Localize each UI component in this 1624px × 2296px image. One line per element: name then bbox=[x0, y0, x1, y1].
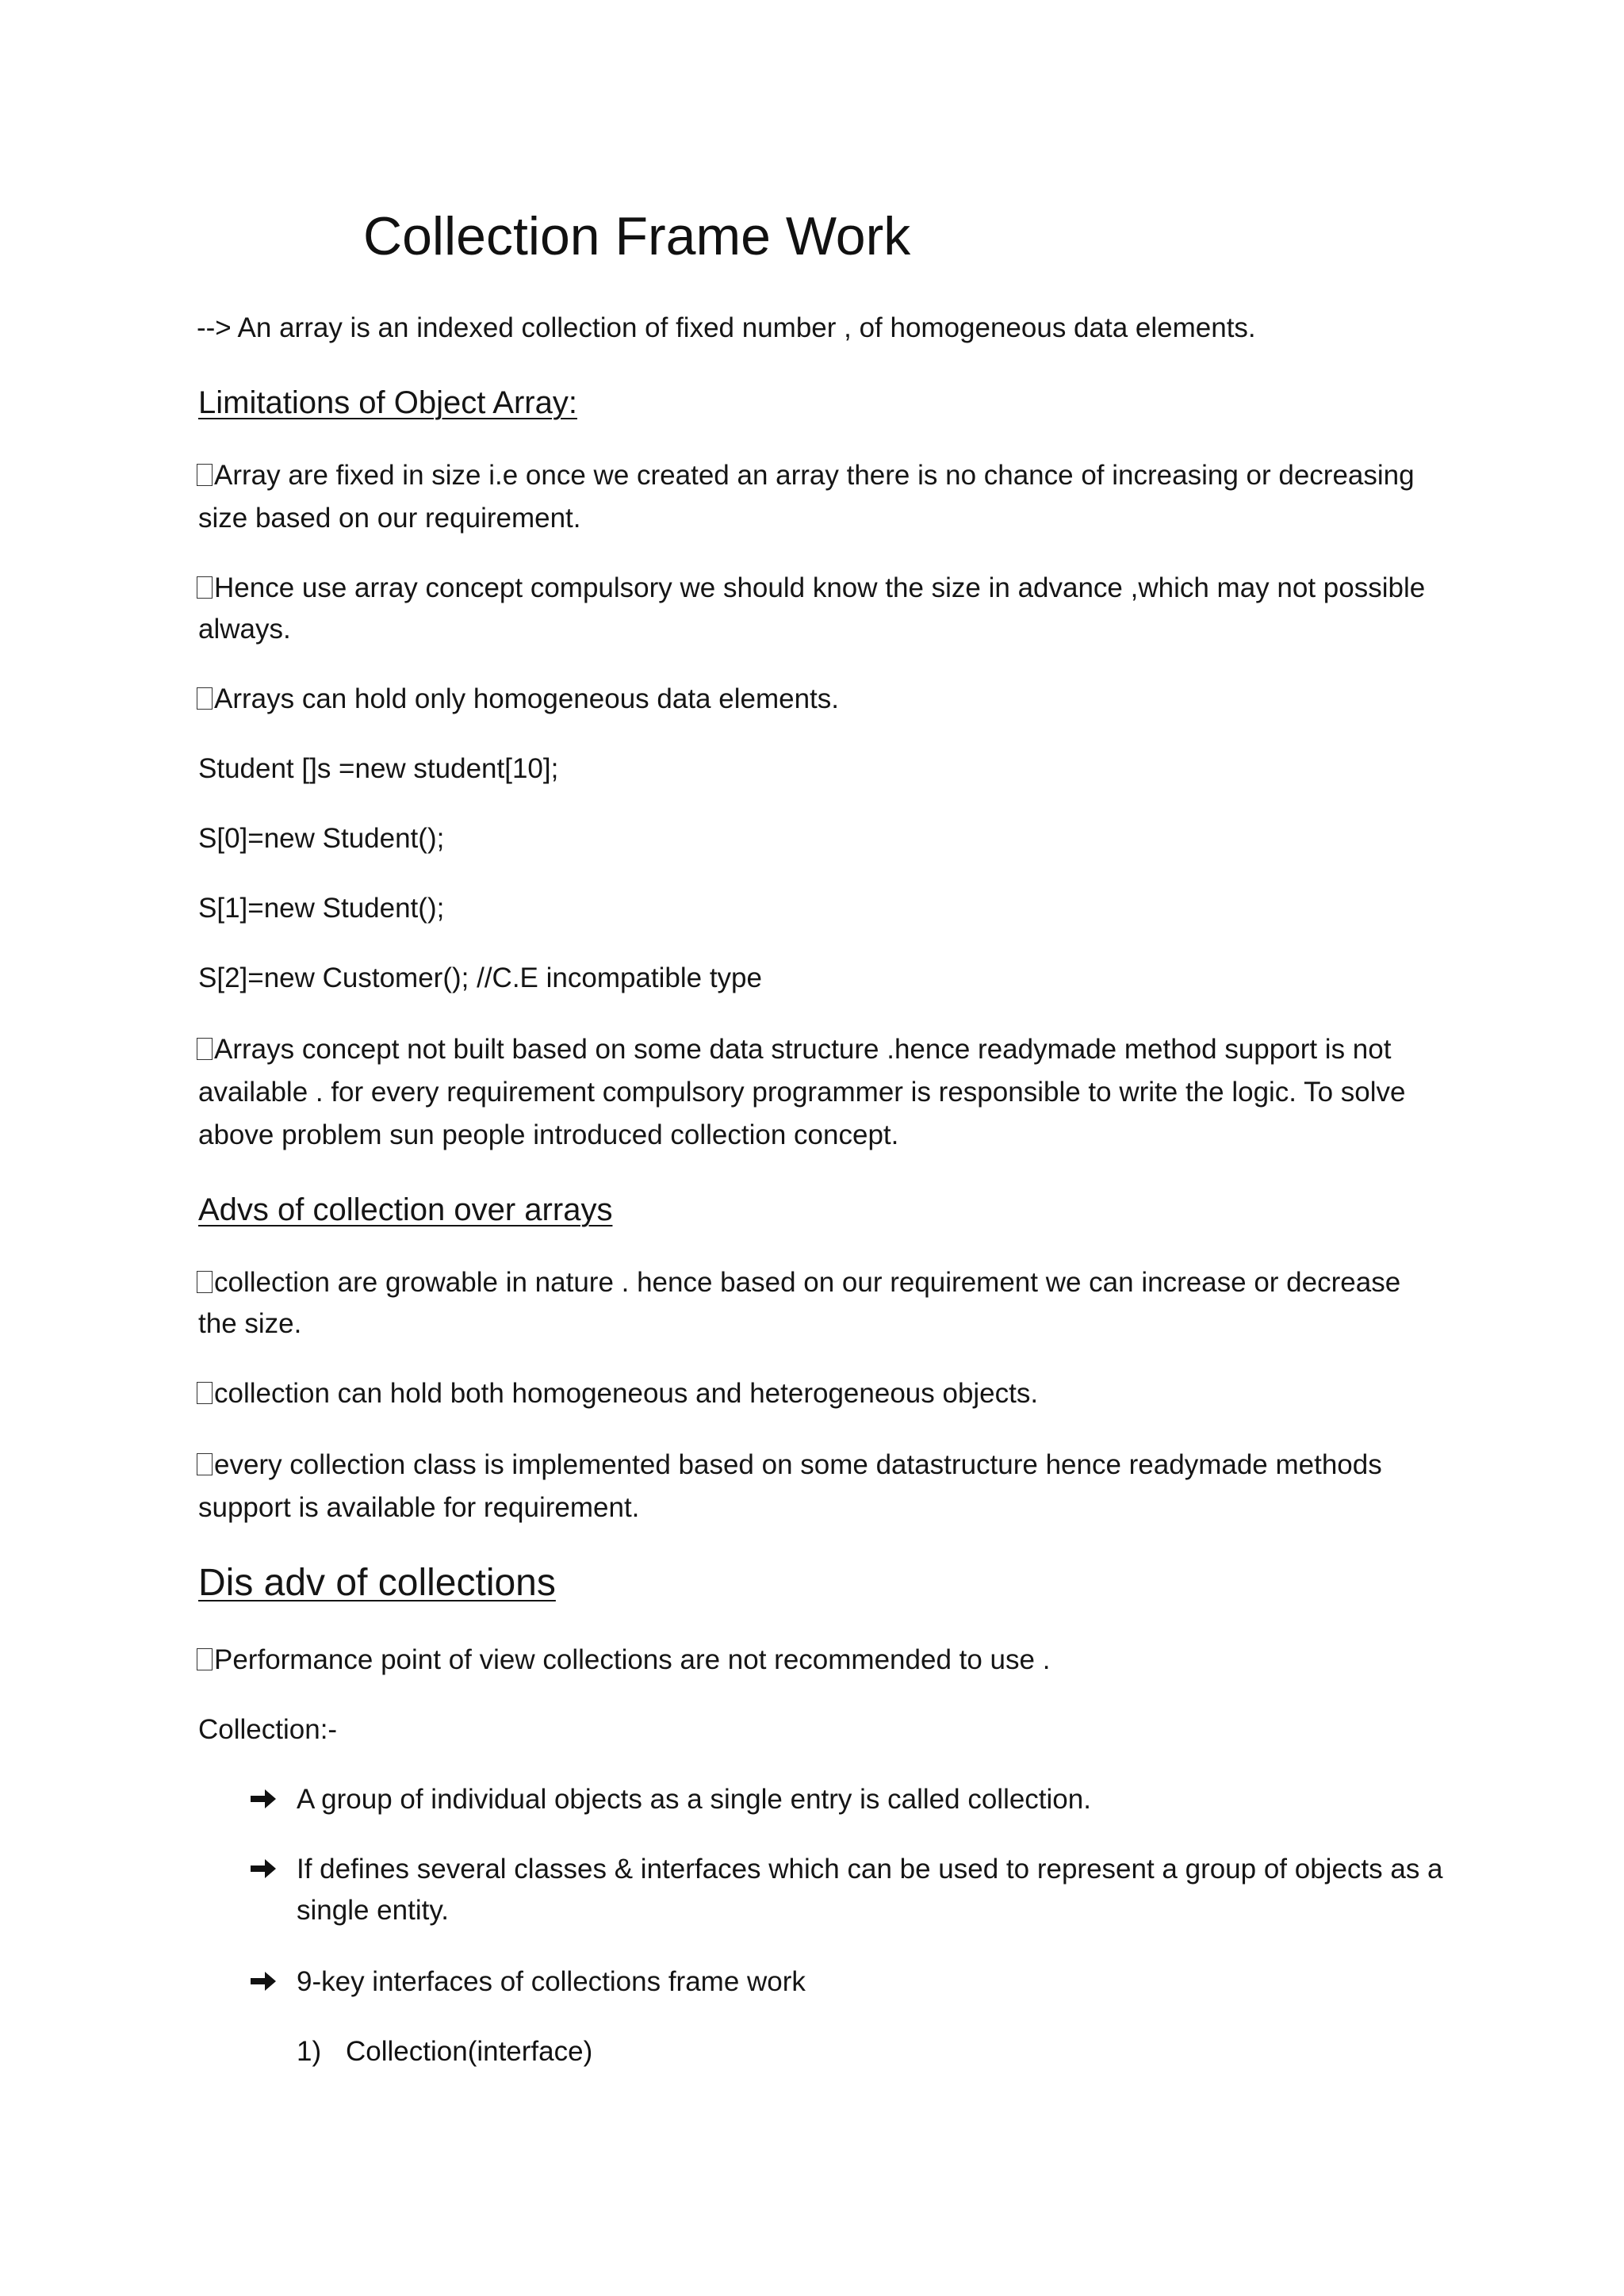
limitations-point-4-line-1 bbox=[197, 1029, 1391, 1070]
code-line-3: S[1]=new Student(); bbox=[198, 893, 445, 924]
right-arrow-icon bbox=[249, 1787, 278, 1811]
advs-point-1-line-2: the size. bbox=[198, 1308, 302, 1339]
intro-line: --> An array is an indexed collection of fixed number , of homogeneous data elements. bbox=[197, 312, 1256, 343]
bullet-2-line-2: single entity. bbox=[297, 1895, 449, 1926]
right-arrow-icon bbox=[249, 1969, 278, 1993]
limitations-heading: Limitations of Object Array: bbox=[198, 385, 577, 420]
right-arrow-icon bbox=[249, 1857, 278, 1881]
missing-glyph-box-icon bbox=[197, 464, 213, 486]
advs-point-3-line-1 bbox=[197, 1445, 1382, 1486]
collection-label: Collection:- bbox=[198, 1714, 338, 1745]
code-line-2: S[0]=new Student(); bbox=[198, 823, 445, 854]
limitations-point-1-line-1 bbox=[197, 455, 1415, 496]
advs-point-2 bbox=[197, 1373, 1038, 1414]
disadv-point-1 bbox=[197, 1640, 1050, 1681]
disadv-heading: Dis adv of collections bbox=[198, 1562, 556, 1604]
advs-point-2-text: collection can hold both homogeneous and heterogeneous objects. bbox=[214, 1378, 1039, 1409]
advs-point-3-text: every collection class is implemented based on some datastructure hence readymade methods bbox=[214, 1449, 1382, 1480]
missing-glyph-box-icon bbox=[197, 1453, 213, 1475]
advs-point-1-text: collection are growable in nature . hence based on our requirement we can increase or decrease bbox=[214, 1267, 1401, 1298]
limitations-point-1-text: Array are fixed in size i.e once we created an array there is no chance of increasing or decreasing bbox=[214, 460, 1415, 491]
bullet-2-line-1: If defines several classes & interfaces which can be used to represent a group of objects as a bbox=[297, 1854, 1443, 1885]
advs-heading: Advs of collection over arrays bbox=[198, 1192, 613, 1227]
missing-glyph-box-icon bbox=[197, 1382, 213, 1404]
code-line-1: Student []s =new student[10]; bbox=[198, 753, 559, 784]
limitations-point-3-text: Arrays can hold only homogeneous data elements. bbox=[214, 683, 839, 714]
limitations-point-2-text: Hence use array concept compulsory we should know the size in advance ,which may not possible bbox=[214, 572, 1426, 603]
missing-glyph-box-icon bbox=[197, 1271, 213, 1293]
advs-point-1-line-1 bbox=[197, 1262, 1400, 1303]
code-line-4: S[2]=new Customer(); //C.E incompatible type bbox=[198, 962, 762, 993]
missing-glyph-box-icon bbox=[197, 576, 213, 599]
numbered-item-1-text: Collection(interface) bbox=[346, 2036, 593, 2067]
numbered-item-1-number: 1) bbox=[297, 2036, 322, 2067]
disadv-point-1-text: Performance point of view collections are not recommended to use . bbox=[214, 1644, 1051, 1675]
limitations-point-2-line-2: always. bbox=[198, 614, 291, 645]
limitations-point-1-line-2: size based on our requirement. bbox=[198, 503, 581, 534]
limitations-point-2-line-1 bbox=[197, 568, 1425, 609]
limitations-point-4-line-3: above problem sun people introduced collection concept. bbox=[198, 1119, 899, 1150]
limitations-point-4-text: Arrays concept not built based on some data structure .hence readymade method support is not bbox=[214, 1034, 1392, 1065]
bullet-3: 9-key interfaces of collections frame work bbox=[297, 1966, 806, 1997]
missing-glyph-box-icon bbox=[197, 1038, 213, 1060]
limitations-point-4-line-2: available . for every requirement compulsory programmer is responsible to write the logic. To solve bbox=[198, 1077, 1406, 1108]
missing-glyph-box-icon bbox=[197, 1648, 213, 1670]
page-title: Collection Frame Work bbox=[363, 206, 911, 266]
limitations-point-3 bbox=[197, 679, 839, 720]
bullet-1: A group of individual objects as a single entry is called collection. bbox=[297, 1784, 1091, 1815]
missing-glyph-box-icon bbox=[197, 687, 213, 710]
advs-point-3-line-2: support is available for requirement. bbox=[198, 1492, 640, 1523]
